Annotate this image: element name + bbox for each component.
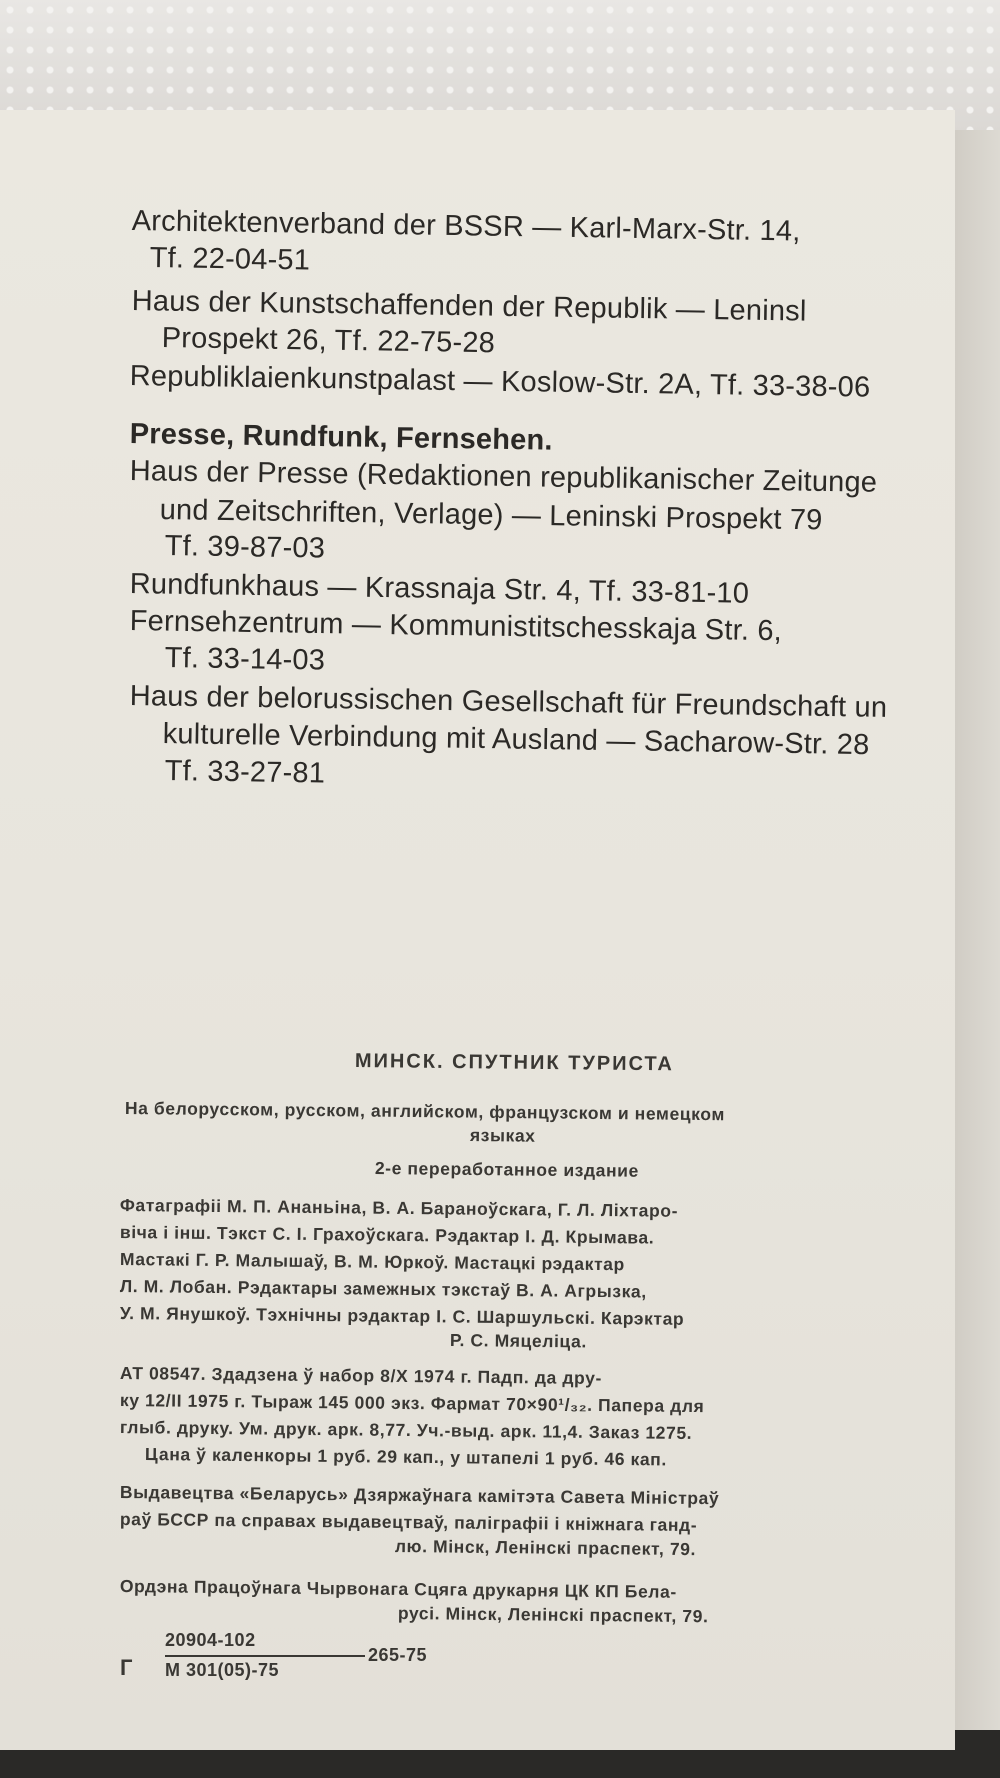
- press-line-3: Tf. 39-87-03: [164, 530, 326, 565]
- press-line-5: Fernsehzentrum — Kommunistitschesskaja Str. 6,: [129, 605, 783, 648]
- publisher-line-3: лю. Мінск, Ленінскі праспект, 79.: [394, 1536, 697, 1560]
- directory-line-5: Republiklaienkunstpalast — Koslow-Str. 2A, Tf. 33-38-06: [129, 360, 871, 404]
- right-page-edge: [950, 130, 1000, 1730]
- credits-line-1: Фатаграфіі М. П. Ананьіна, В. А. Бараноўскага, Г. Л. Ліхтаро-: [119, 1195, 679, 1221]
- code-suffix: 265-75: [368, 1645, 428, 1665]
- press-line-6: Tf. 33-14-03: [164, 642, 326, 677]
- printer-line-1: Ордэна Працоўнага Чырвонага Сцяга друкарня ЦК КП Бела-: [119, 1576, 677, 1602]
- press-line-4: Rundfunkhaus — Krassnaja Str. 4, Tf. 33-81-10: [129, 568, 750, 610]
- languages-line-1: На белорусском, русском, английском, французском и немецком: [124, 1098, 726, 1125]
- press-line-1: Haus der Presse (Redaktionen republikanischer Zeitunge: [129, 455, 878, 499]
- section-heading: Presse, Rundfunk, Fernsehen.: [129, 418, 553, 457]
- press-line-9: Tf. 33-27-81: [164, 755, 326, 790]
- code-denominator: М 301(05)-75: [165, 1660, 280, 1680]
- credits-line-3: Мастакі Г. Р. Малышаў, В. М. Юркоў. Мастацкі рэдактар: [119, 1249, 625, 1275]
- directory-line-2: Tf. 22-04-51: [149, 242, 311, 277]
- printer-line-2: русі. Мінск, Ленінскі праспект, 79.: [397, 1603, 709, 1627]
- edition-line: 2-е переработанное издание: [374, 1158, 640, 1181]
- press-line-8: kulturelle Verbindung mit Ausland — Sacharow-Str. 28: [162, 718, 870, 762]
- print-line-2: ку 12/II 1975 г. Тыраж 145 000 экз. Фармат 70×90¹/₃₂. Папера для: [119, 1390, 705, 1417]
- book-page: [0, 110, 955, 1750]
- languages-line-2: языках: [469, 1125, 536, 1146]
- directory-line-4: Prospekt 26, Tf. 22-75-28: [161, 322, 496, 360]
- credits-line-6: Р. С. Мяцеліца.: [449, 1330, 587, 1352]
- credits-line-2: віча і інш. Тэкст С. І. Грахоўскага. Рэдактар І. Д. Крымава.: [119, 1222, 655, 1248]
- code-fraction-line: [165, 1655, 365, 1657]
- book-title: МИНСК. СПУТНИК ТУРИСТА: [354, 1050, 675, 1076]
- code-letter: Г: [120, 1655, 133, 1680]
- credits-line-5: У. М. Янушкоў. Тэхнічны рэдактар І. С. Шаршульскі. Карэктар: [119, 1303, 685, 1329]
- print-line-4: Цана ў каленкоры 1 руб. 29 кап., у штапелі 1 руб. 46 кап.: [144, 1444, 667, 1470]
- print-line-3: глыб. друку. Ум. друк. арк. 8,77. Уч.-выд. арк. 11,4. Заказ 1275.: [119, 1417, 693, 1443]
- directory-line-1: Architektenverband der BSSR — Karl-Marx-Str. 14,: [131, 205, 801, 248]
- publisher-line-2: раў БССР па справах выдавецтваў, паліграфіі і кніжнага ганд-: [119, 1509, 698, 1536]
- press-line-7: Haus der belorussischen Gesellschaft für Freundschaft un: [129, 680, 888, 724]
- directory-line-3: Haus der Kunstschaffenden der Republik — Leninsl: [131, 285, 807, 328]
- press-line-2: und Zeitschriften, Verlage) — Leninski Prospekt 79: [159, 494, 823, 537]
- credits-line-4: Л. М. Лобан. Рэдактары замежных тэкстаў В. А. Агрызка,: [119, 1276, 647, 1302]
- code-numerator: 20904-102: [165, 1630, 256, 1650]
- publisher-line-1: Выдавецтва «Беларусь» Дзяржаўнага камітэта Савета Міністраў: [119, 1482, 720, 1509]
- print-line-1: АТ 08547. Здадзена ў набор 8/X 1974 г. Падп. да дру-: [119, 1363, 603, 1389]
